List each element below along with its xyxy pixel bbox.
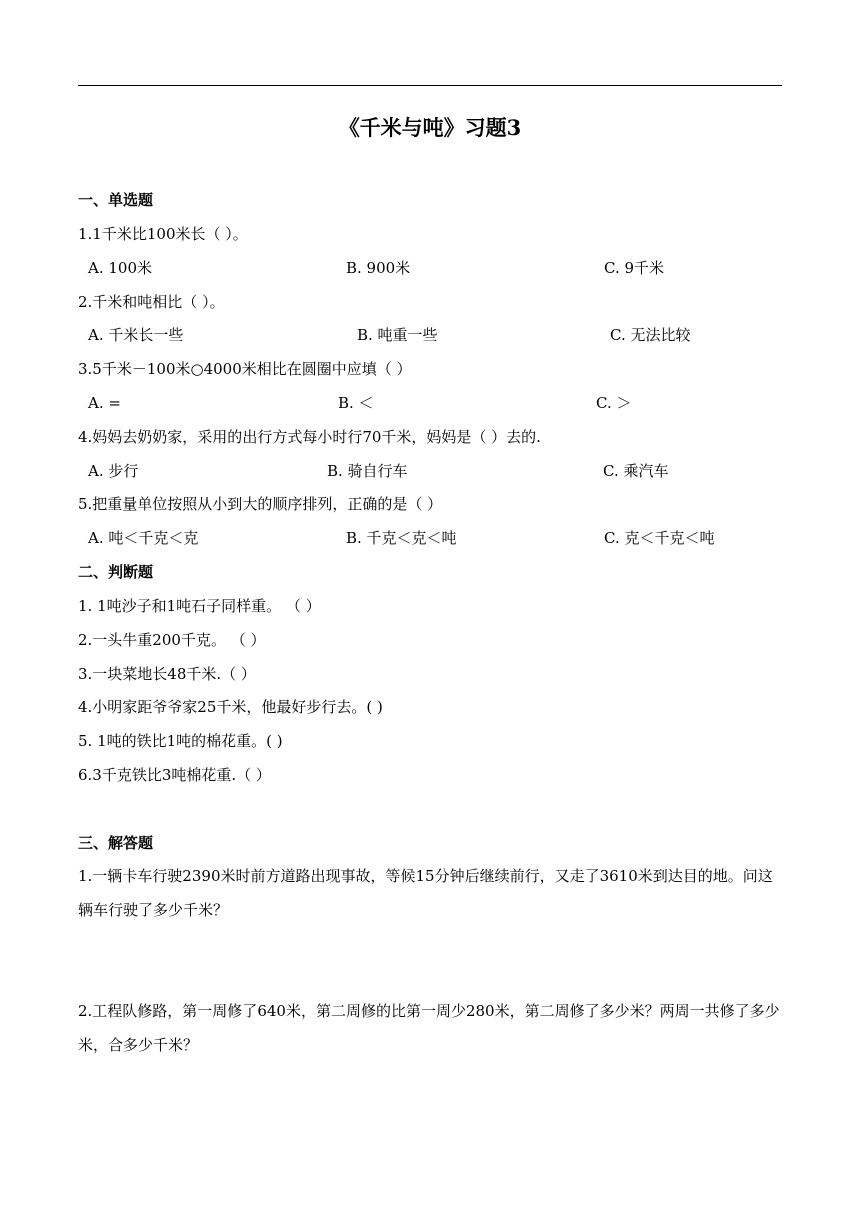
true-false-item-1: 1. 1吨沙子和1吨石子同样重。 （ ）: [78, 597, 321, 615]
question-2-option-a: A. 千米长一些: [88, 326, 184, 344]
header-rule: [78, 85, 782, 86]
question-2: 2.千米和吨相比（ ）。: [78, 293, 225, 311]
question-4-option-b: B. 骑自行车: [327, 462, 408, 480]
question-3-option-a: A. =: [88, 394, 121, 412]
question-2-option-b: B. 吨重一些: [357, 326, 438, 344]
question-5-option-b: B. 千克＜克＜吨: [346, 529, 457, 547]
section-heading-true-false: 二、判断题: [78, 563, 154, 581]
question-4-option-a: A. 步行: [88, 462, 139, 480]
question-5-option-c: C. 克＜千克＜吨: [604, 529, 715, 547]
true-false-item-5: 5. 1吨的铁比1吨的棉花重。( ): [78, 732, 283, 750]
section-heading-word-problems: 三、解答题: [78, 834, 154, 852]
word-problem-1: 1.一辆卡车行驶2390米时前方道路出现事故，等候15分钟后继续前行，又走了3610米到达目的地。问这辆车行驶了多少千米？: [78, 867, 773, 919]
question-5: 5.把重量单位按照从小到大的顺序排列，正确的是（ ）: [78, 495, 443, 513]
question-2-option-c: C. 无法比较: [610, 326, 691, 344]
question-1-option-a: A. 100米: [88, 259, 152, 277]
question-3-option-b: B. ＜: [338, 394, 374, 412]
question-4-option-c: C. 乘汽车: [603, 462, 669, 480]
true-false-item-3: 3.一块菜地长48千米.（ ）: [78, 665, 256, 683]
question-3-option-c: C. ＞: [596, 394, 632, 412]
page-title: 《千米与吨》习题3: [338, 115, 522, 140]
question-3: 3.5千米－100米○4000米相比在圆圈中应填（ ）: [78, 360, 412, 378]
word-problem-2: 2.工程队修路，第一周修了640米，第二周修的比第一周少280米，第二周修了多少米？两周一共修了多少米，合多少千米？: [78, 1002, 780, 1054]
question-1-option-b: B. 900米: [346, 259, 411, 277]
true-false-item-6: 6.3千克铁比3吨棉花重.（ ）: [78, 766, 271, 784]
section-heading-single-choice: 一、单选题: [78, 191, 154, 209]
true-false-item-4: 4.小明家距爷爷家25千米，他最好步行去。( ): [78, 698, 383, 716]
question-5-option-a: A. 吨＜千克＜克: [88, 529, 199, 547]
true-false-item-2: 2.一头牛重200千克。 （ ）: [78, 631, 266, 649]
question-1-option-c: C. 9千米: [604, 259, 665, 277]
question-4: 4.妈妈去奶奶家，采用的出行方式每小时行70千米，妈妈是（ ）去的.: [78, 428, 541, 446]
question-1: 1.1千米比100米长（ ）。: [78, 225, 248, 243]
